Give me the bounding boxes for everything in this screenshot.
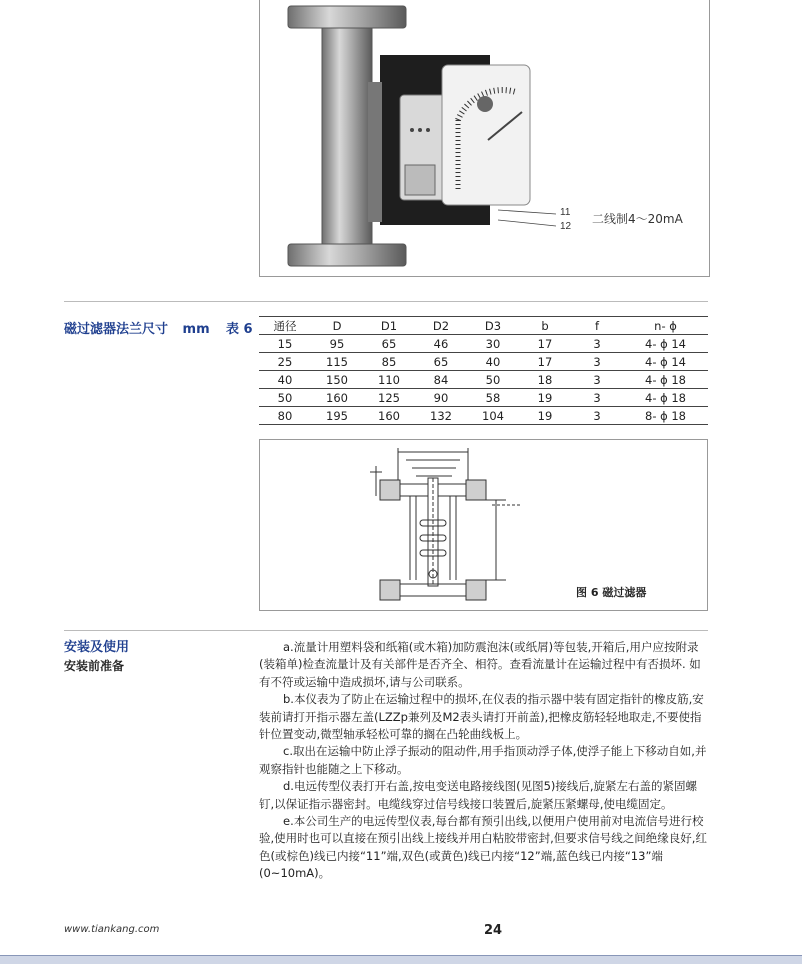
table-cell: 25 <box>277 354 293 369</box>
table-cell: 160 <box>378 408 400 423</box>
section-divider-2 <box>64 630 708 631</box>
table-cell: 195 <box>326 408 348 423</box>
table-row <box>259 353 708 371</box>
install-instructions <box>259 639 709 883</box>
filter-diagram-figure <box>259 439 708 611</box>
table-cell: 80 <box>277 408 293 423</box>
paragraph-a: a.流量计用塑料袋和纸箱(或木箱)加防震泡沫(或纸屑)等包装,开箱后,用户应按附录(装箱单)检查流量计及有关部件是否齐全、相符。查看流量计在运输过程中有否损坏. 如有不符或运输中造成损坏,请与公司联系。 <box>259 640 701 689</box>
table-row <box>259 371 708 389</box>
table-cell: 132 <box>430 408 452 423</box>
paragraph-b: b.本仪表为了防止在运输过程中的损坏,在仪表的指示器中装有固定指针的橡皮筋,安装前请打开指示器左盖(LZZp兼列及M2表头请打开前盖),把橡皮筋轻轻地取走,不要使指针位置变动,微型轴承轻松可靠的搁在凸轮曲线板上。 <box>259 692 704 742</box>
flowmeter-illustration <box>260 0 709 276</box>
table-cell: 17 <box>537 354 553 369</box>
paragraph-d: d.电远传型仪表打开右盖,按电变送电路接线图(见图5)接线后,旋紧左右盖的紧固螺钉,以保证指示器密封。电缆线穿过信号线接口装置后,旋紧压紧螺母,使电缆固定。 <box>259 779 698 811</box>
table-cell: 65 <box>433 354 449 369</box>
table-section-title <box>64 318 210 337</box>
table-cell: 40 <box>485 354 501 369</box>
table-cell: 18 <box>537 372 553 387</box>
table-cell: 3 <box>593 354 601 369</box>
table-title-text: 磁过滤器法兰尺寸 <box>64 322 169 337</box>
table-cell: 104 <box>482 408 504 423</box>
table-cell: 17 <box>537 336 553 351</box>
table-cell: 115 <box>326 354 348 369</box>
table-header-cell: b <box>541 318 549 333</box>
table-cell: 19 <box>537 408 553 423</box>
install-section-title: 安装及使用 <box>64 640 130 655</box>
footer-url[interactable]: www.tiankang.com <box>64 924 160 935</box>
flange-table-wrap <box>259 316 708 425</box>
table-header-cell: f <box>594 318 600 333</box>
table-cell: 3 <box>593 372 601 387</box>
table-cell: 46 <box>433 336 449 351</box>
table-row <box>259 389 708 407</box>
table-cell: 50 <box>485 372 501 387</box>
figure-caption: 图 6 磁过滤器 <box>576 586 647 599</box>
table-body <box>259 335 708 425</box>
table-header-cell: D2 <box>432 318 450 333</box>
table-header-cell: D1 <box>380 318 398 333</box>
table-cell: 4- ϕ 14 <box>645 354 686 369</box>
section-divider <box>64 301 708 302</box>
table-cell: 85 <box>381 354 397 369</box>
paragraph-e: e.本公司生产的电远传型仪表,每台都有预引出线,以便用户使用前对电流信号进行校验,使用时也可以直接在预引出线上接线并用白粘胶带密封,但要求信号线之间绝缘良好,红色(或棕色)线已内接“11”端,双色(或黄色)线已内接“12”端,蓝色线已内接“13”端(0~10mA)。 <box>259 814 707 881</box>
table-cell: 90 <box>433 390 449 405</box>
table-unit: mm <box>182 322 210 337</box>
table-cell: 150 <box>326 372 348 387</box>
paragraph-c: c.取出在运输中防止浮子振动的阻动件,用手指顶动浮子体,使浮子能上下移动自如,并观察指针也能随之上下移动。 <box>259 744 707 776</box>
table-cell: 15 <box>277 336 293 351</box>
table-cell: 160 <box>326 390 348 405</box>
flange-dimension-table <box>259 316 708 425</box>
callout-signal-text: 二线制4～20mA <box>592 212 683 226</box>
table-header-cell: n- ϕ <box>654 318 677 333</box>
table-cell: 3 <box>593 390 601 405</box>
page-number: 24 <box>484 923 503 938</box>
table-cell: 8- ϕ 18 <box>645 408 686 423</box>
table-row <box>259 407 708 425</box>
table-cell: 19 <box>537 390 553 405</box>
table-cell: 4- ϕ 18 <box>645 372 686 387</box>
table-cell: 3 <box>593 336 601 351</box>
table-header-row <box>259 317 708 335</box>
table-cell: 84 <box>433 372 449 387</box>
table-cell: 3 <box>593 408 601 423</box>
table-cell: 65 <box>381 336 397 351</box>
table-header-cell: 通径 <box>273 318 297 333</box>
table-cell: 4- ϕ 14 <box>645 336 686 351</box>
magnetic-filter-drawing <box>260 440 707 610</box>
table-cell: 125 <box>378 390 400 405</box>
callout-12: 12 <box>560 221 572 232</box>
table-cell: 40 <box>277 372 293 387</box>
product-photo <box>259 0 710 277</box>
table-row <box>259 335 708 353</box>
table-header-cell: D3 <box>484 318 502 333</box>
table-cell: 4- ϕ 18 <box>645 390 686 405</box>
callout-11: 11 <box>560 207 571 218</box>
table-cell: 58 <box>485 390 501 405</box>
table-label: 表 6 <box>226 322 253 337</box>
table-cell: 110 <box>378 372 400 387</box>
table-cell: 95 <box>329 336 345 351</box>
table-cell: 50 <box>277 390 293 405</box>
table-cell: 30 <box>485 336 501 351</box>
table-header-cell: D <box>332 318 342 333</box>
install-subtitle: 安装前准备 <box>64 659 125 673</box>
